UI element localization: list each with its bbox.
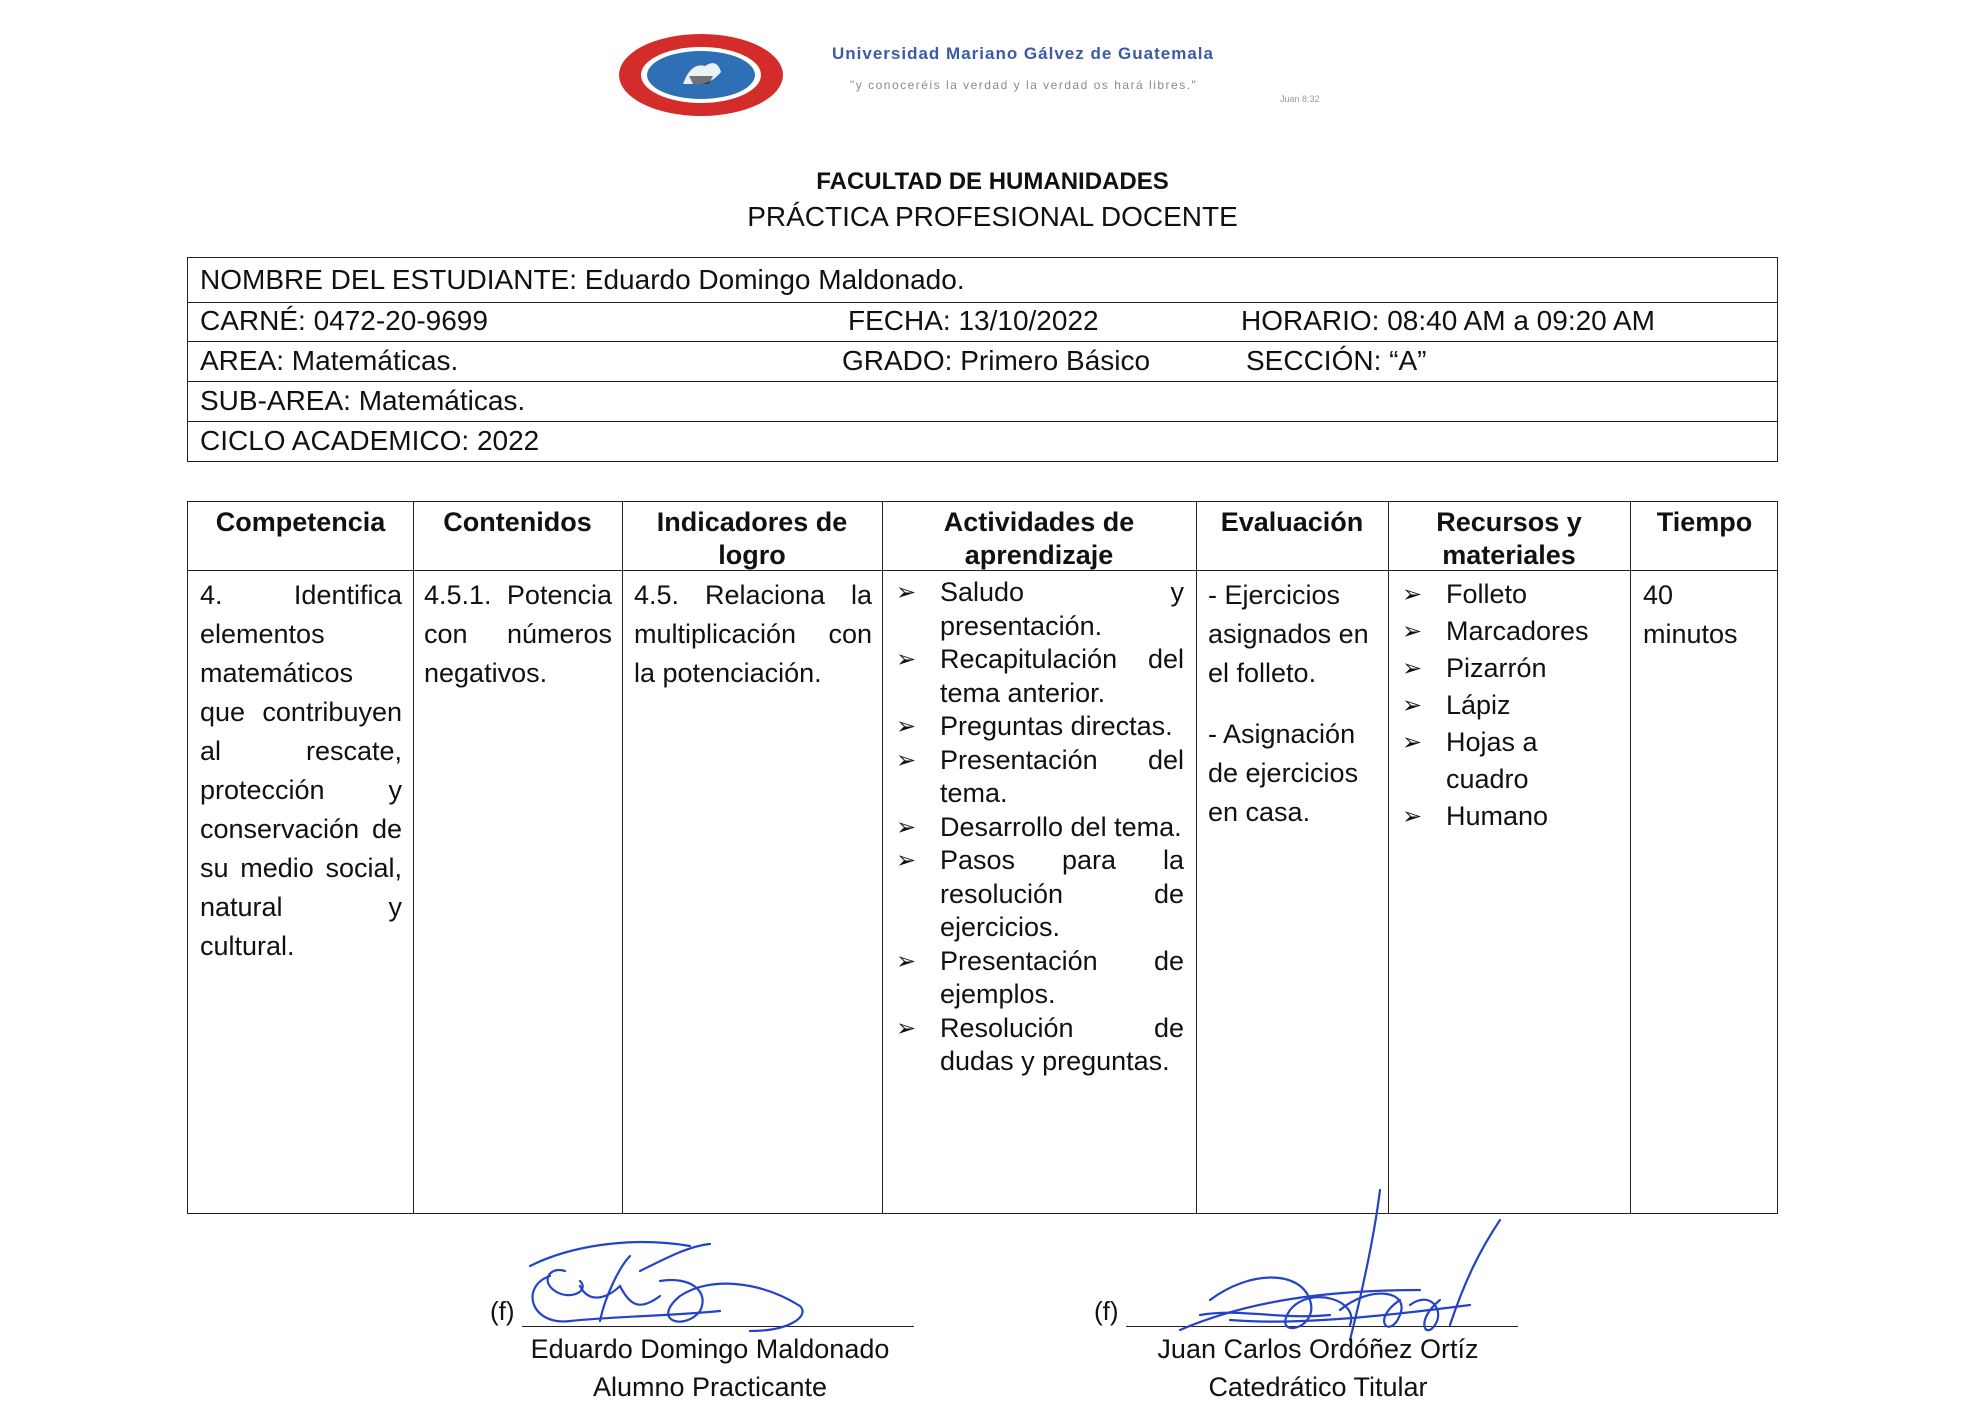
column-divider <box>1196 502 1197 1213</box>
list-item: ➢ Presentación del tema. <box>896 744 1184 808</box>
evaluacion-list <box>1208 576 1380 832</box>
indicadores-text: 4.5. Relaciona la multiplicación con la potenciación. <box>634 580 872 688</box>
header-recursos: Recursos y materiales <box>1436 507 1582 570</box>
subarea: SUB-AREA: Matemáticas. <box>200 385 526 416</box>
list-item: ➢ Hojas a cuadro <box>1402 724 1622 798</box>
carne: CARNÉ: 0472-20-9699 <box>200 305 488 336</box>
arrow-bullet-icon: ➢ <box>896 579 917 606</box>
arrow-bullet-icon: ➢ <box>1402 729 1423 756</box>
signature-left-icon <box>510 1236 810 1336</box>
ciclo-academico: CICLO ACADEMICO: 2022 <box>200 425 540 456</box>
list-item: ➢ Preguntas directas. <box>896 710 1184 744</box>
signature-label-right: (f) <box>1094 1296 1119 1326</box>
info-divider <box>188 381 1777 382</box>
competencia-text: 4. Identifica elementos matemáticos que contribuyen al rescate, protección y conservación de su medio social, natural y cultural. <box>200 580 402 961</box>
program-title: PRÁCTICA PROFESIONAL DOCENTE <box>747 201 1238 232</box>
list-item: ➢ Lápiz <box>1402 687 1622 724</box>
student-info-box <box>187 257 1778 462</box>
signer-left-role: Alumno Practicante <box>592 1372 828 1402</box>
list-item: - Ejercicios asignados en el folleto. <box>1208 580 1369 688</box>
column-divider <box>1630 502 1631 1213</box>
arrow-bullet-icon: ➢ <box>1402 581 1423 608</box>
list-item: ➢ Pasos para la resolución de ejercicios. <box>896 845 1184 942</box>
recursos-list <box>1402 576 1622 835</box>
arrow-bullet-icon: ➢ <box>896 1014 917 1042</box>
arrow-bullet-icon: ➢ <box>1402 618 1423 645</box>
arrow-bullet-icon: ➢ <box>1402 692 1423 719</box>
list-item: ➢ Marcadores <box>1402 613 1622 650</box>
tiempo-text: 40 minutos <box>1643 580 1738 649</box>
header-contenidos: Contenidos <box>443 507 592 537</box>
header-evaluacion: Evaluación <box>1220 507 1364 537</box>
info-divider <box>188 421 1777 422</box>
list-item: ➢ Recapitulación del tema anterior. <box>896 644 1184 708</box>
list-item: - Asignación de ejercicios en casa. <box>1208 719 1359 827</box>
motto-reference: Juan 8:32 <box>1280 94 1320 104</box>
grado: GRADO: Primero Básico <box>842 345 1151 376</box>
column-divider <box>413 502 414 1213</box>
contenidos-text: 4.5.1. Potencia con números negativos. <box>424 580 612 688</box>
info-divider <box>188 341 1777 342</box>
header-competencia: Competencia <box>215 507 386 537</box>
list-item: ➢ Pizarrón <box>1402 650 1622 687</box>
arrow-bullet-icon: ➢ <box>896 847 917 874</box>
signer-left-name: Eduardo Domingo Maldonado <box>530 1334 890 1364</box>
column-divider <box>622 502 623 1213</box>
list-item: ➢ Presentación de ejemplos. <box>896 945 1184 1009</box>
signer-right-name: Juan Carlos Ordóñez Ortíz <box>1157 1334 1479 1364</box>
horario: HORARIO: 08:40 AM a 09:20 AM <box>1241 305 1655 336</box>
fecha: FECHA: 13/10/2022 <box>848 305 1099 336</box>
header-indicadores: Indicadores de logro <box>656 507 848 570</box>
signature-label-left: (f) <box>490 1296 515 1326</box>
column-divider <box>1388 502 1389 1213</box>
arrow-bullet-icon: ➢ <box>896 813 917 841</box>
faculty-title: FACULTAD DE HUMANIDADES <box>816 168 1169 195</box>
arrow-bullet-icon: ➢ <box>896 746 917 774</box>
list-item: ➢ Humano <box>1402 798 1622 835</box>
university-motto: "y conoceréis la verdad y la verdad os hará libres." <box>850 78 1198 92</box>
arrow-bullet-icon: ➢ <box>1402 803 1423 830</box>
actividades-list <box>896 576 1184 1079</box>
arrow-bullet-icon: ➢ <box>896 713 917 740</box>
student-name: NOMBRE DEL ESTUDIANTE: Eduardo Domingo Maldonado. <box>200 264 965 295</box>
signature-right-icon <box>1170 1190 1510 1350</box>
list-item: ➢ Resolución de dudas y preguntas. <box>896 1012 1184 1076</box>
area: AREA: Matemáticas. <box>200 345 459 376</box>
list-item: ➢ Saludo y presentación. <box>896 577 1184 641</box>
list-item: ➢ Desarrollo del tema. <box>896 811 1184 845</box>
column-divider <box>882 502 883 1213</box>
university-seal-logo <box>617 32 785 118</box>
lesson-plan-table <box>187 501 1778 1214</box>
header-actividades: Actividades de aprendizaje <box>943 507 1135 570</box>
seccion: SECCIÓN: “A” <box>1246 345 1427 376</box>
arrow-bullet-icon: ➢ <box>896 646 917 673</box>
info-divider <box>188 302 1777 303</box>
list-item: ➢ Folleto <box>1402 576 1622 613</box>
arrow-bullet-icon: ➢ <box>896 947 917 975</box>
signer-right-role: Catedrático Titular <box>1208 1372 1428 1402</box>
university-name: Universidad Mariano Gálvez de Guatemala <box>832 44 1214 63</box>
header-tiempo: Tiempo <box>1656 507 1753 537</box>
arrow-bullet-icon: ➢ <box>1402 655 1423 682</box>
